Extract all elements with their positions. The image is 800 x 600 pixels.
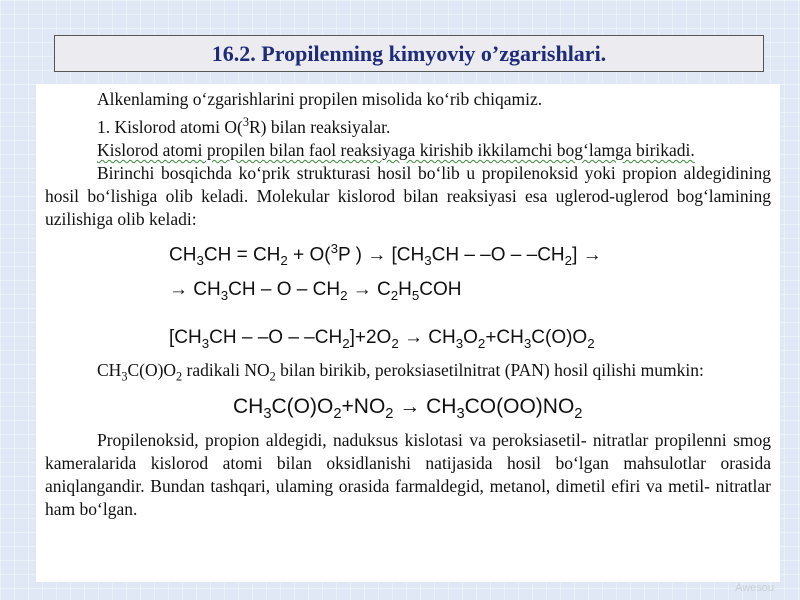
- equation-2: → $CH_3CH - O - CH_2 \to C_2H_5COH$: [169, 278, 462, 303]
- paragraph-pan: $CH_3C(O)O_2$ radikali $NO_2$ bilan birikib, peroksiasetilnitrat (PAN) hosil qilishi mumkin:: [97, 359, 704, 384]
- equation-3: $[CH_3CH - -O - -CH_2]+2O_2 \to CH_3O_2+CH_3C(O)O_2$: [169, 326, 595, 351]
- watermark: Awesou: [735, 582, 774, 594]
- paragraph-products: Propilenoksid, propion aldegidi, naduksus kislotasi va peroksiasetil- nitratlar propilenni smog kameralarida kislorod atomi bilan oksidlanishi natijasida hosil bo‘lgan mahsulotlar orasida aniqlangandir. Bundan tashqari, ulaming orasida farmaldegid, metanol, dimetil efiri va metil- nitratlar ham bo‘lgan.: [45, 430, 771, 520]
- equation-1: $CH_3CH = CH_2 + O(^3P$ ) → $[CH_3CH - -O - -CH_2]$ →: [169, 240, 602, 268]
- slide-title: 16.2. Propilenning kimyoviy o’zgarishlari.: [211, 40, 607, 66]
- slide-title-box: [54, 35, 764, 72]
- intro-paragraph: Alkenlaming o‘zgarishlarini propilen misolida ko‘rib chiqamiz.: [97, 89, 543, 109]
- section-heading: 1. Kislorod atomi O($^3$R) bilan reaksiyalar.: [97, 115, 391, 137]
- paragraph-mechanism: Birinchi bosqichda ko‘prik strukturasi hosil bo‘lib u propilenoksid yoki propion aldegidining hosil bo‘lishiga olib keladi. Molekular kislorod bilan reaksiyasi esa uglerod-uglerod bog‘lamining uzilishiga olib keladi:: [45, 162, 771, 229]
- document-page: [36, 84, 780, 582]
- equation-4: $CH_3C(O)O_2+NO_2 \to CH_3CO(OO)NO_2$: [233, 395, 583, 423]
- paragraph-addition: Kislorod atomi propilen bilan faol reaksiyaga kirishib ikkilamchi bog‘lamga birikadi.: [97, 139, 695, 160]
